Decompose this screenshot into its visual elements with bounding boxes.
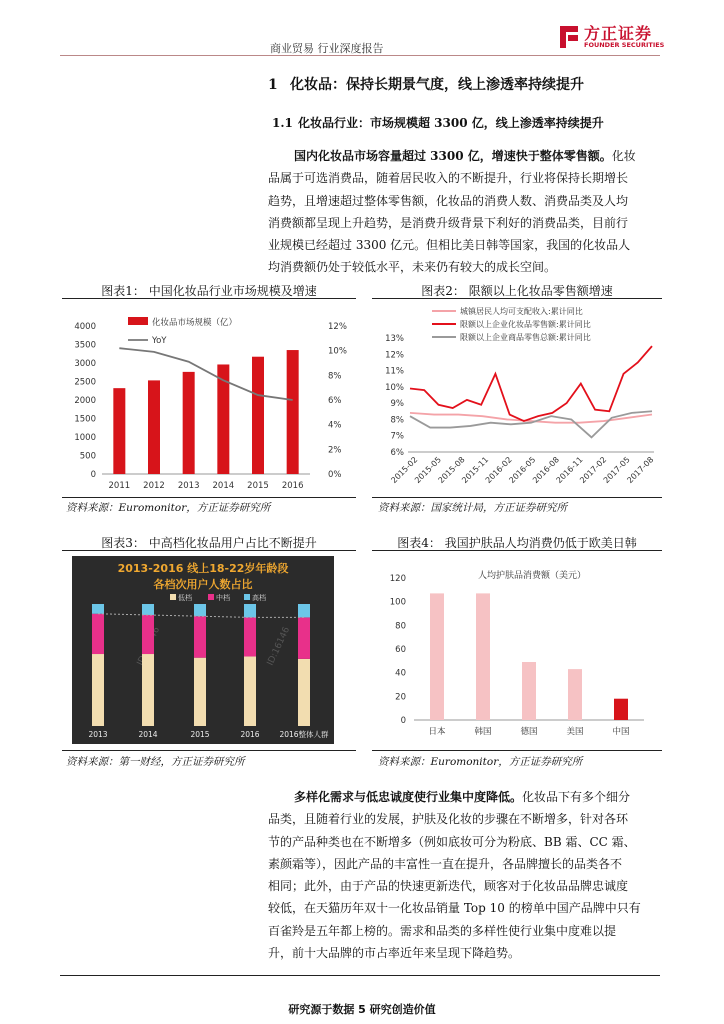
paragraph-2-line: 相同；此外，由于产品的快速更新迭代，顾客对于化妆品品牌忠诚度 bbox=[268, 879, 629, 894]
subsection-heading bbox=[272, 114, 604, 131]
paragraph-1-line: 化妆 bbox=[611, 149, 636, 163]
legend-swatch bbox=[208, 594, 214, 600]
chart-market-size bbox=[62, 304, 356, 494]
y-tick-label: 3000 bbox=[74, 359, 96, 369]
y2-tick-label: 12% bbox=[328, 322, 347, 332]
legend-label: 高档 bbox=[252, 594, 266, 602]
founder-logo-icon bbox=[556, 22, 582, 50]
paragraph-2 bbox=[268, 786, 656, 964]
x-tick-label: 2013 bbox=[177, 481, 200, 491]
x-tick-label: 2012 bbox=[143, 481, 165, 491]
paragraph-1-line: 业规模已经超过 3300 亿元。但相比美日韩等国家，我国的化妆品人 bbox=[268, 238, 631, 253]
figure-1-source: 资料来源：Euromonitor，方正证券研究所 bbox=[66, 502, 271, 514]
subsection-number: 1.1 bbox=[272, 116, 293, 130]
bar bbox=[614, 699, 628, 720]
y-tick-label: 80 bbox=[395, 621, 406, 632]
legend-label: 限额以上企业化妆品零售额:累计同比 bbox=[460, 320, 591, 329]
stack-segment bbox=[194, 658, 206, 726]
y-tick-label: 12% bbox=[385, 350, 404, 361]
paragraph-1-line: 消费额都呈现上升趋势，是消费升级背景下利好的消费品类，目前行 bbox=[268, 215, 629, 230]
logo-name: 方正证券 bbox=[584, 24, 653, 43]
legend-label: 化妆品市场规模（亿） bbox=[152, 318, 238, 328]
chart-retail-growth bbox=[372, 304, 662, 494]
y-tick-label: 1500 bbox=[74, 414, 96, 425]
stack-segment bbox=[244, 656, 256, 726]
y-tick-label: 11% bbox=[385, 366, 404, 377]
y2-tick-label: 6% bbox=[328, 396, 342, 406]
page-footer: 研究源于数据 5 研究创造价值 bbox=[288, 1003, 436, 1016]
y2-tick-label: 8% bbox=[328, 371, 342, 382]
stack-segment bbox=[142, 604, 154, 615]
legend-swatch bbox=[244, 594, 250, 600]
figure-1-rule bbox=[62, 298, 356, 299]
x-tick-label: 美国 bbox=[566, 727, 584, 737]
y-tick-label: 500 bbox=[79, 451, 96, 462]
y-tick-label: 60 bbox=[395, 645, 406, 655]
stack-segment bbox=[92, 604, 104, 614]
x-tick-label: 2011 bbox=[108, 481, 131, 491]
paragraph-2-line: 品类，且随着行业的发展，护肤及化妆的步骤在不断增多，针对各环 bbox=[268, 812, 629, 827]
y-tick-label: 120 bbox=[389, 574, 406, 584]
y-tick-label: 1000 bbox=[74, 433, 96, 443]
paragraph-1-line: 趋势，且增速超过整体零售额，化妆品的消费人数、消费品类及人均 bbox=[268, 193, 629, 208]
x-tick-label: 2016-08 bbox=[531, 455, 562, 486]
stack-segment bbox=[298, 617, 310, 658]
paragraph-2-line: 化妆品下有多个细分 bbox=[522, 790, 631, 804]
y-tick-label: 10% bbox=[385, 382, 404, 393]
bar bbox=[148, 380, 160, 474]
y-tick-label: 8% bbox=[390, 415, 404, 426]
y-tick-label: 100 bbox=[389, 597, 406, 608]
x-tick-label: 日本 bbox=[428, 727, 446, 737]
x-tick-label: 2015 bbox=[247, 481, 269, 491]
figure-4-rule bbox=[372, 550, 662, 551]
legend-swatch bbox=[170, 594, 176, 600]
legend-label: YoY bbox=[152, 336, 167, 346]
bar bbox=[568, 669, 582, 720]
paragraph-1-lead: 国内化妆品市场容量超过 3300 亿，增速快于整体零售额。 bbox=[294, 149, 612, 163]
x-tick-label: 2017-08 bbox=[625, 455, 656, 486]
x-tick-label: 2015-08 bbox=[436, 455, 467, 486]
y-tick-label: 13% bbox=[385, 334, 404, 344]
stack-segment bbox=[194, 604, 206, 616]
section-heading bbox=[268, 74, 584, 94]
x-tick-label: 2014 bbox=[212, 481, 235, 491]
stack-segment bbox=[92, 614, 104, 654]
legend-label: 中档 bbox=[216, 594, 230, 602]
logo-subtitle: FOUNDER SECURITIES bbox=[584, 41, 665, 49]
paragraph-2-line: 百雀羚是五年都上榜的。需求和品类的多样性使行业集中度难以提 bbox=[268, 923, 617, 938]
x-tick-label: 2015-11 bbox=[460, 455, 491, 486]
y2-tick-label: 4% bbox=[328, 420, 342, 431]
paragraph-2-line: 升，前十大品牌的市占率近年来呈现下降趋势。 bbox=[268, 946, 521, 961]
y-tick-label: 20 bbox=[395, 692, 406, 703]
stack-segment bbox=[142, 615, 154, 654]
stack-segment bbox=[298, 659, 310, 726]
bar bbox=[252, 357, 264, 474]
x-tick-label: 中国 bbox=[612, 727, 630, 737]
y-tick-label: 3500 bbox=[74, 340, 96, 351]
figure-3-rule bbox=[62, 550, 356, 551]
yoy-line bbox=[119, 348, 292, 400]
paragraph-1-line: 品属于可选消费品，随着居民收入的不断提升，行业将保持长期增长 bbox=[268, 171, 629, 186]
paragraph-2-line: 素颜霜等），因此产品的丰富性一直在提升，各品牌擅长的品类各不 bbox=[268, 856, 623, 871]
paragraph-2-lead: 多样化需求与低忠诚度使行业集中度降低。 bbox=[294, 790, 523, 804]
chart-user-share bbox=[72, 556, 334, 744]
bar bbox=[113, 388, 125, 474]
x-tick-label: 韩国 bbox=[474, 727, 492, 737]
figure-3-bottom-rule bbox=[62, 750, 356, 751]
page-header-text: 商业贸易 行业深度报告 bbox=[270, 42, 384, 55]
legend-label: 低档 bbox=[178, 594, 192, 602]
watermark: ID:16146 bbox=[265, 625, 293, 668]
y-tick-label: 7% bbox=[390, 431, 404, 442]
x-tick-label: 2016-11 bbox=[554, 455, 585, 486]
x-tick-label: 2017-05 bbox=[601, 455, 632, 486]
bar bbox=[522, 662, 536, 720]
y-tick-label: 6% bbox=[390, 448, 404, 458]
stack-segment bbox=[92, 654, 104, 726]
x-tick-label: 2014 bbox=[138, 730, 158, 739]
x-tick-label: 2016-05 bbox=[507, 455, 538, 486]
legend-swatch bbox=[128, 317, 148, 325]
x-tick-label: 2017-02 bbox=[578, 455, 609, 486]
stack-segment bbox=[244, 617, 256, 656]
legend-label: 城镇居民人均可支配收入:累计同比 bbox=[460, 307, 583, 316]
section-number: 1 bbox=[268, 77, 278, 93]
x-tick-label: 2015-02 bbox=[389, 455, 420, 486]
bar bbox=[430, 593, 444, 720]
x-tick-label: 2016 bbox=[240, 730, 260, 739]
y-tick-label: 2000 bbox=[74, 396, 96, 406]
figure-2-rule bbox=[372, 298, 662, 299]
figure-2-bottom-rule bbox=[372, 497, 662, 498]
y2-tick-label: 10% bbox=[328, 346, 347, 357]
figure-1-bottom-rule bbox=[62, 497, 356, 498]
chart-skincare-per-capita bbox=[372, 560, 662, 744]
chart-subtitle: 各档次用户人数占比 bbox=[153, 578, 253, 591]
x-tick-label: 2015-05 bbox=[413, 455, 444, 486]
series-line bbox=[410, 346, 652, 421]
figure-4-source: 资料来源：Euromonitor，方正证券研究所 bbox=[378, 756, 583, 768]
y-tick-label: 0 bbox=[90, 470, 96, 480]
stack-segment bbox=[142, 654, 154, 726]
figure-2-source: 资料来源：国家统计局，方正证券研究所 bbox=[378, 502, 567, 514]
y-tick-label: 0 bbox=[400, 716, 406, 726]
x-tick-label: 2015 bbox=[190, 730, 210, 739]
bar bbox=[476, 593, 490, 720]
y2-tick-label: 2% bbox=[328, 445, 342, 456]
paragraph-1 bbox=[268, 145, 656, 279]
y2-tick-label: 0% bbox=[328, 470, 342, 480]
x-tick-label: 德国 bbox=[520, 727, 538, 737]
figure-2-title: 图表2： 限额以上化妆品零售额增速 bbox=[421, 284, 613, 298]
figure-3-source: 资料来源：第一财经，方正证券研究所 bbox=[66, 756, 245, 768]
footer-divider bbox=[60, 975, 660, 976]
stack-segment bbox=[194, 616, 206, 657]
x-tick-label: 2016 bbox=[281, 481, 304, 491]
stack-segment bbox=[244, 604, 256, 617]
bar bbox=[183, 372, 195, 474]
figure-1-title: 图表1： 中国化妆品行业市场规模及增速 bbox=[101, 284, 317, 298]
y-tick-label: 4000 bbox=[74, 322, 96, 332]
x-tick-label: 2016-02 bbox=[483, 455, 514, 486]
figure-3-title: 图表3： 中高档化妆品用户占比不断提升 bbox=[101, 536, 317, 550]
legend-label: 限额以上企业商品零售总额:累计同比 bbox=[460, 333, 591, 342]
bar bbox=[287, 350, 299, 474]
y-tick-label: 2500 bbox=[74, 377, 96, 388]
paragraph-2-line: 较低，在天猫历年双十一化妆品销量 Top 10 的榜单中国产品牌中只有 bbox=[268, 901, 641, 916]
stack-segment bbox=[298, 604, 310, 617]
chart-title: 人均护肤品消费额（美元） bbox=[477, 571, 587, 581]
paragraph-2-line: 节的产品种类也在不断增多（例如底妆可分为粉底、BB 霜、CC 霜、 bbox=[268, 834, 636, 849]
figure-4-title: 图表4： 我国护肤品人均消费仍低于欧美日韩 bbox=[397, 536, 637, 550]
paragraph-1-line: 均消费额仍处于较低水平，未来仍有较大的成长空间。 bbox=[268, 260, 557, 275]
section-title: 化妆品：保持长期景气度，线上渗透率持续提升 bbox=[290, 77, 584, 93]
chart-title: 2013-2016 线上18-22岁年龄段 bbox=[117, 562, 289, 575]
figure-4-bottom-rule bbox=[372, 750, 662, 751]
subsection-title: 化妆品行业：市场规模超 3300 亿，线上渗透率持续提升 bbox=[298, 116, 604, 130]
header-divider bbox=[60, 55, 660, 56]
x-tick-label: 2016整体人群 bbox=[279, 730, 329, 739]
x-tick-label: 2013 bbox=[88, 730, 108, 739]
y-tick-label: 9% bbox=[390, 399, 404, 410]
y-tick-label: 40 bbox=[395, 668, 406, 679]
